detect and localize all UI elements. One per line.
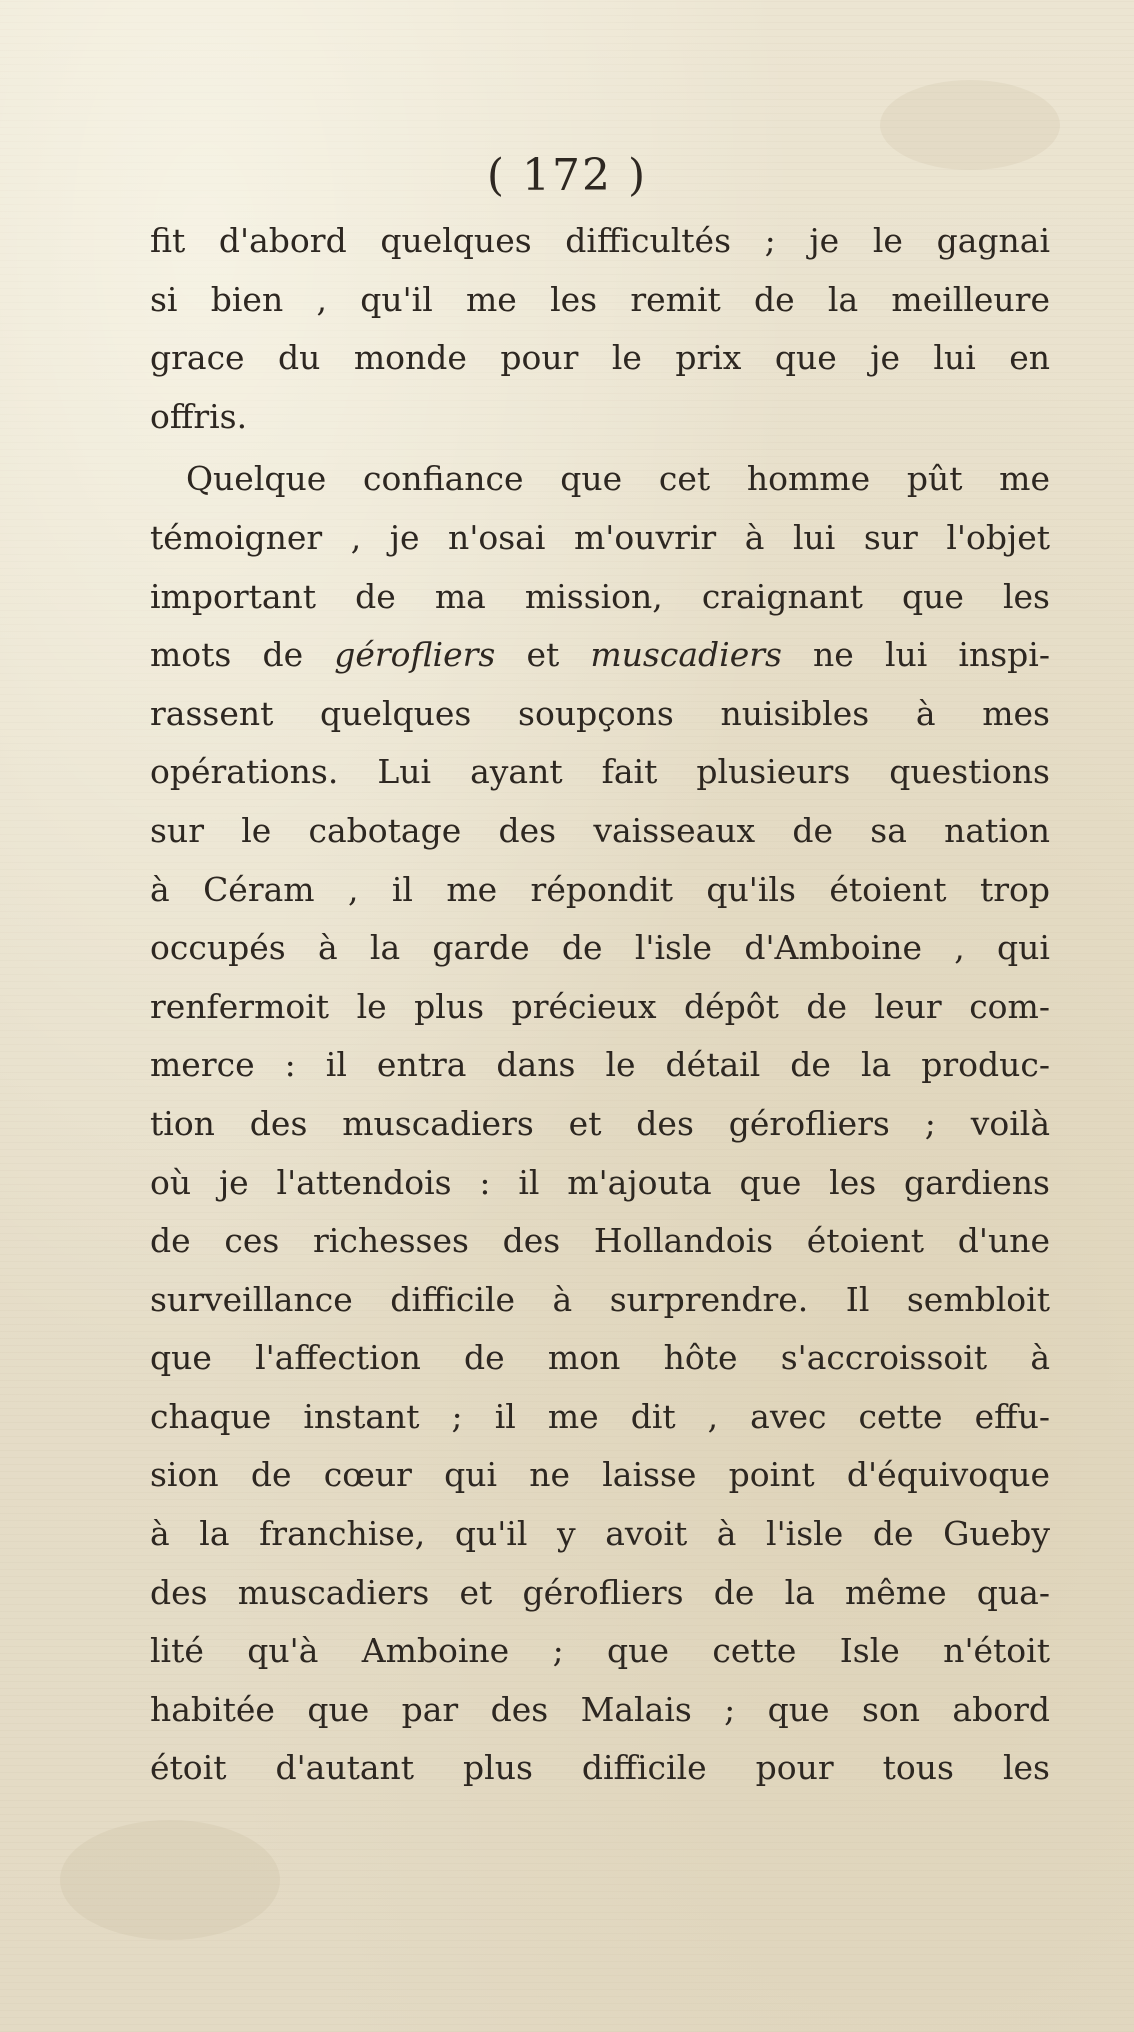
text-line: offris.: [150, 396, 248, 436]
text-line: surveillance difficile à surprendre. Il sembloit: [150, 1279, 1050, 1319]
text-line: à la franchise, qu'il y avoit à l'isle de Gueby: [150, 1514, 1050, 1554]
text-line: sion de cœur qui ne laisse point d'équivoque: [150, 1455, 1050, 1495]
text-line: chaque instant ; il me dit , avec cette effu-: [150, 1396, 1050, 1436]
text-line: si bien , qu'il me les remit de la meilleure: [150, 279, 1050, 319]
text-line: témoigner , je n'osai m'ouvrir à lui sur l'objet: [150, 517, 1050, 557]
text-line: tion des muscadiers et des gérofliers ; voilà: [150, 1103, 1050, 1143]
italic-word: muscadiers: [590, 635, 782, 675]
text-line: où je l'attendois : il m'ajouta que les gardiens: [150, 1162, 1050, 1202]
text-fragment: mots de: [150, 635, 335, 675]
text-line: grace du monde pour le prix que je lui en: [150, 338, 1050, 378]
text-line: occupés à la garde de l'isle d'Amboine , qui: [150, 928, 1050, 968]
text-line: étoit d'autant plus difficile pour tous les: [150, 1748, 1050, 1788]
body-text: [150, 212, 1050, 1798]
page-number: ( 172 ): [486, 150, 648, 201]
text-line: habitée que par des Malais ; que son abord: [150, 1689, 1050, 1729]
text-line: des muscadiers et gérofliers de la même qua-: [150, 1572, 1050, 1612]
text-line: merce : il entra dans le détail de la produc-: [150, 1045, 1050, 1085]
text-line: rassent quelques soupçons nuisibles à mes: [150, 693, 1050, 733]
text-line: de ces richesses des Hollandois étoient d'une: [150, 1221, 1050, 1261]
text-line: que l'affection de mon hôte s'accroissoit à: [150, 1338, 1050, 1378]
text-line-italic: [150, 626, 1050, 685]
paper-stain: [60, 1820, 280, 1940]
text-line: fit d'abord quelques difficultés ; je le gagnai: [150, 221, 1050, 260]
text-line: Quelque confiance que cet homme pût me: [186, 459, 1050, 499]
text-line: sur le cabotage des vaisseaux de sa nation: [150, 810, 1050, 850]
text-line: à Céram , il me répondit qu'ils étoient trop: [150, 869, 1050, 909]
text-line: important de ma mission, craignant que les: [150, 576, 1050, 616]
text-fragment: ne lui inspi-: [781, 635, 1050, 675]
text-line: opérations. Lui ayant fait plusieurs questions: [150, 752, 1050, 792]
italic-word: gérofliers: [334, 635, 496, 675]
text-fragment: et: [495, 635, 591, 675]
text-line: renfermoit le plus précieux dépôt de leur com-: [150, 986, 1050, 1026]
text-line: lité qu'à Amboine ; que cette Isle n'étoit: [150, 1631, 1050, 1671]
